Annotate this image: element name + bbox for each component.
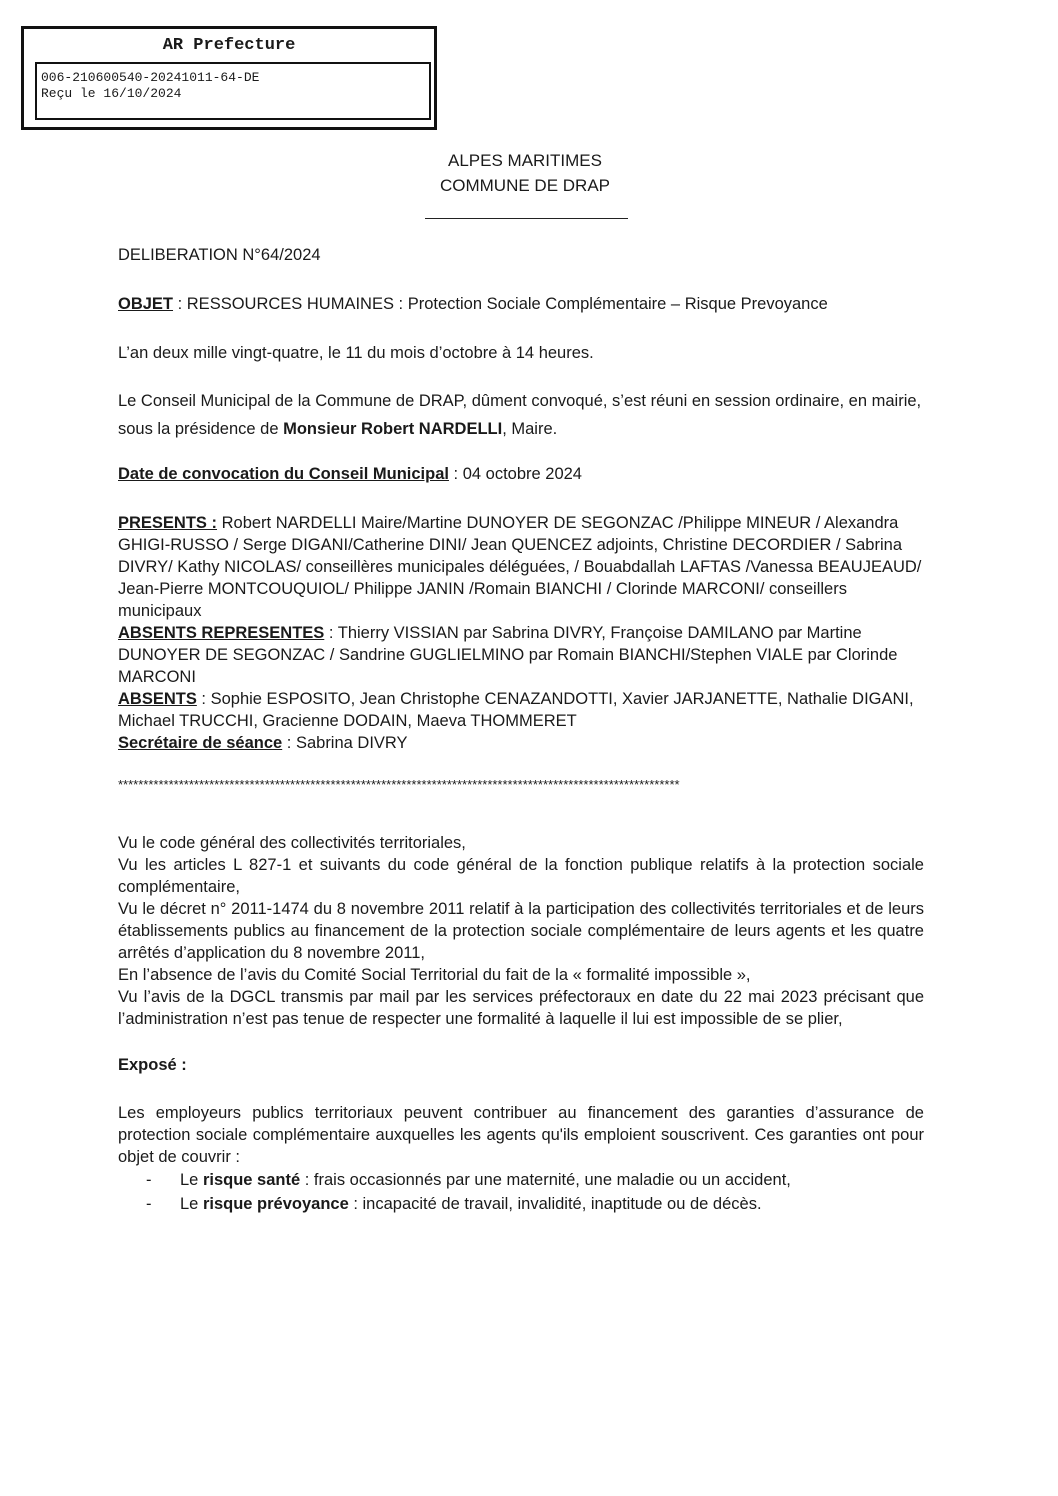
object-text: : RESSOURCES HUMAINES : Protection Sociale Complémentaire – Risque Prevoyance [173,295,828,313]
council-paragraph [118,387,924,443]
stamp-title: AR Prefecture [162,36,296,55]
separator-line: *************************************************************************************************************** [118,777,680,792]
absents-list: : Sophie ESPOSITO, Jean Christophe CENAZANDOTTI, Xavier JARJANETTE, Nathalie DIGANI, Michael TRUCCHI, Gracienne DODAIN, Maeva THOMMERET [118,690,914,730]
represented-label: ABSENTS REPRESENTES [118,624,325,642]
absents-label: ABSENTS [118,690,197,708]
risk-prefix: Le [180,1171,203,1189]
expose-heading: Exposé : [118,1056,187,1074]
visa-item: En l’absence de l’avis du Comité Social Territorial du fait de la « formalité impossible », [118,966,751,984]
list-dash: - [146,1195,152,1213]
document-header [320,148,730,198]
visa-item: Vu le décret n° 2011-1474 du 8 novembre 2011 relatif à la participation des collectivités territoriales et de leurs établissements publics au financement de la protection sociale complémentaire de leurs agents et les quatre arrêtés d’application du 8 novembre 2011, [118,900,924,962]
president-name: Monsieur Robert NARDELLI [283,420,503,438]
convocation-label: Date de convocation du Conseil Municipal [118,465,449,483]
prefecture-stamp [21,26,437,130]
risk-term: risque santé [202,1171,301,1189]
visa-item: Vu les articles L 827-1 et suivants du code général de la fonction publique relatifs à la protection sociale complémentaire, [118,856,924,896]
risk-item-prevoyance [118,1192,924,1216]
absents-paragraph [118,688,924,732]
meeting-date-sentence: L’an deux mille vingt-quatre, le 11 du mois d’octobre à 14 heures. [118,344,594,362]
deliberation-number: DELIBERATION N°64/2024 [118,246,321,264]
stamp-reference: 006-210600540-20241011-64-DE [41,70,260,85]
presents-label: PRESENTS : [118,514,218,532]
department-name: ALPES MARITIMES [448,151,602,170]
risk-description: : frais occasionnés par une maternité, une maladie ou un accident, [300,1171,791,1189]
visa-item: Vu l’avis de la DGCL transmis par mail par les services préfectoraux en date du 22 mai 2023 précisant que l’administration n’est pas tenue de respecter une formalité à laquelle il lui est impossible de se plier, [118,988,924,1028]
represented-list: : Thierry VISSIAN par Sabrina DIVRY, Françoise DAMILANO par Martine DUNOYER DE SEGONZAC / Sandrine GUGLIELMINO par Romain BIANCHI/Stephen VIALE par Clorinde MARCONI [118,624,898,686]
risk-prefix: Le [180,1195,203,1213]
convocation-line [118,463,924,485]
president-suffix: , Maire. [502,420,558,438]
risk-list [118,1168,924,1216]
deliberation-object [118,293,924,315]
represented-paragraph [118,622,924,688]
visa-item: Vu le code général des collectivités territoriales, [118,834,466,852]
risk-description: : incapacité de travail, invalidité, inaptitude ou de décès. [348,1195,762,1213]
document-body [118,244,924,1216]
expose-intro: Les employeurs publics territoriaux peuvent contribuer au financement des garanties d’assurance de protection sociale complémentaire auxquelles les agents qu'ils emploient souscrivent. Ces garanties ont pour objet de couvrir : [118,1104,924,1166]
secretary-label: Secrétaire de séance [118,734,283,752]
secretary-line [118,732,924,754]
header-divider [425,218,628,219]
stamp-details [35,62,431,120]
object-label: OBJET [118,295,174,313]
presents-list: Robert NARDELLI Maire/Martine DUNOYER DE SEGONZAC /Philippe MINEUR / Alexandra GHIGI-RUSSO / Serge DIGANI/Catherine DINI/ Jean QUENCEZ adjoints, Christine DECORDIER / Sabrina DIVRY/ Kathy NICOLAS/ conseillères municipales déléguées, / Bouabdallah LAFTAS /Vanessa BEAUJEAUD/ Jean-Pierre MONTCOUQUIOL/ Philippe JANIN /Romain BIANCHI / Clorinde MARCONI/ conseillers municipaux [118,514,922,620]
list-dash: - [146,1171,152,1189]
commune-name: COMMUNE DE DRAP [439,176,610,195]
convocation-date: : 04 octobre 2024 [448,465,582,483]
presents-paragraph [118,512,924,622]
risk-term: risque prévoyance [202,1195,349,1213]
visas-section [118,832,924,1030]
secretary-name: : Sabrina DIVRY [282,734,408,752]
stamp-received-date: Reçu le 16/10/2024 [41,86,182,101]
council-intro: Le Conseil Municipal de la Commune de DRAP, dûment convoqué, s’est réuni en session ordinaire, en mairie, sous la présidence de [118,392,922,438]
risk-item-sante [118,1168,924,1192]
